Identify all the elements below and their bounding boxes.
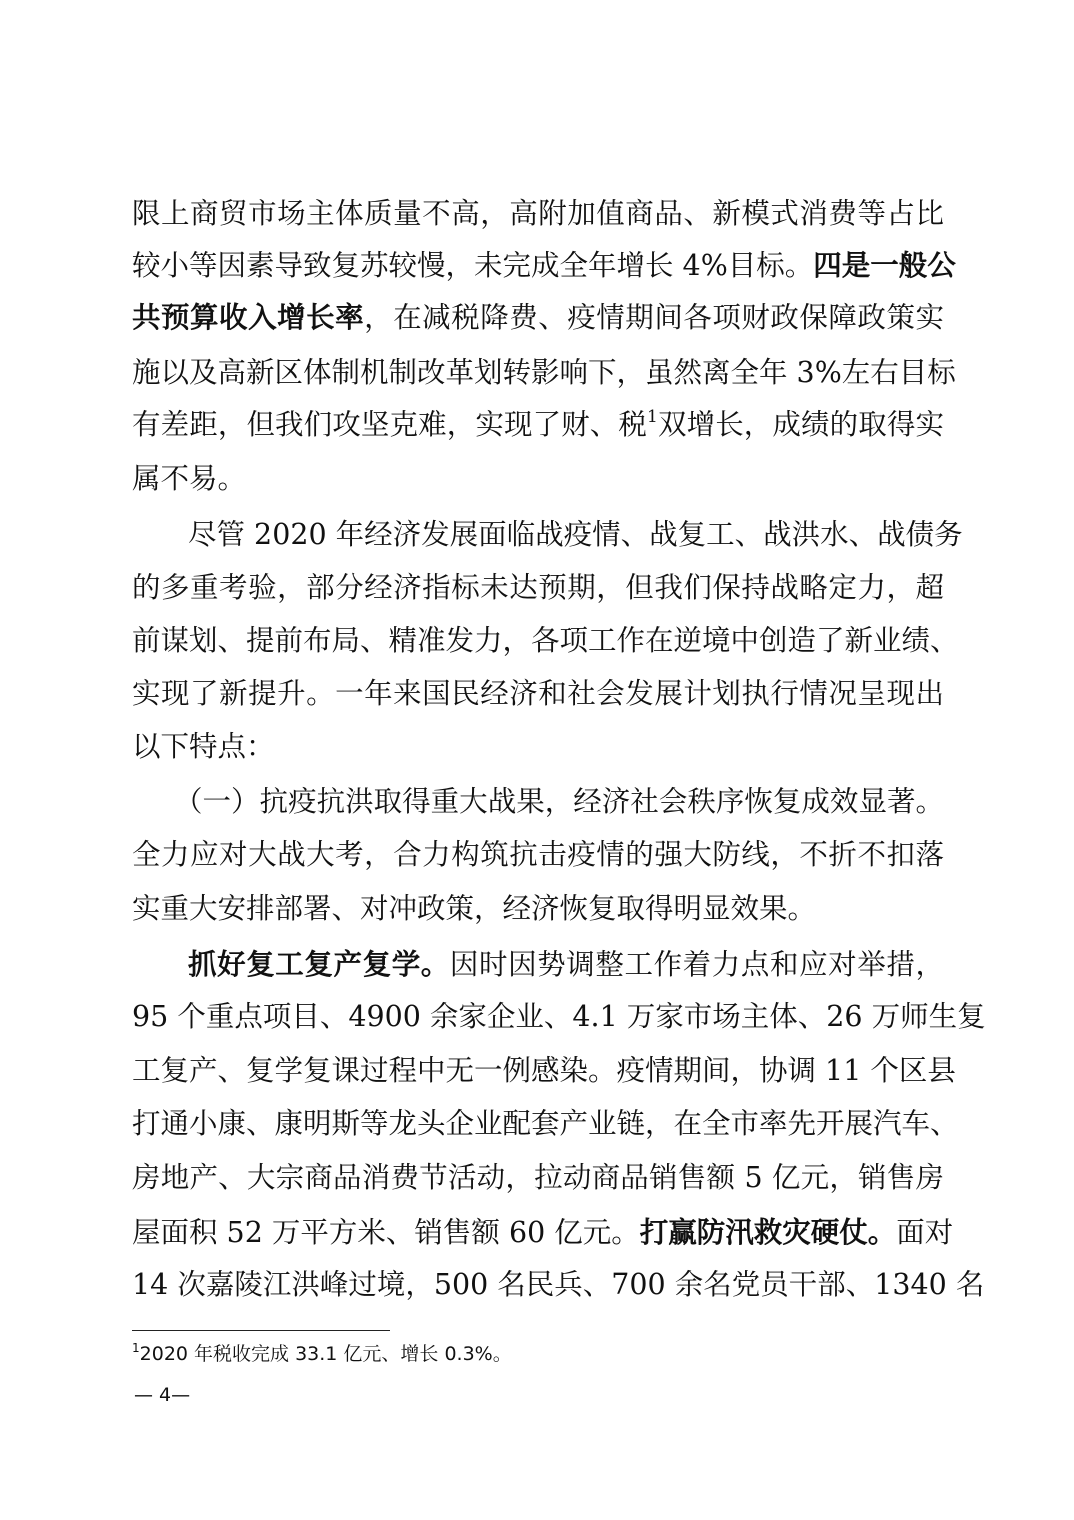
text-run: 施以及高新区体制机制改革划转影响下，虽然离全年 3%左右目标: [132, 356, 956, 389]
text-run: 属不易。: [132, 462, 247, 495]
text-run: 尽管 2020 年经济发展面临战疫情、战复工、战洪水、战债务: [188, 518, 963, 551]
page-number: — 4—: [134, 1384, 191, 1406]
body-line: [132, 353, 956, 393]
body-line: [132, 1158, 944, 1198]
text-run: 95 个重点项目、4900 余家企业、4.1 万家市场主体、26 万师生复: [132, 1000, 986, 1033]
text-run: 限上商贸市场主体质量不高，高附加值商品、新模式消费等占比: [132, 197, 944, 230]
body-line: [132, 405, 944, 445]
body-line: [132, 194, 944, 234]
text-run: 因时因势调整工作着力点和应对举措，: [449, 948, 944, 981]
text-run: 较小等因素导致复苏较慢，未完成全年增长 4%目标。: [132, 249, 814, 282]
body-line: [132, 1265, 985, 1305]
body-line: [132, 459, 944, 499]
body-line: [132, 297, 944, 337]
text-run: 打通小康、康明斯等龙头企业配套产业链，在全市率先开展汽车、: [132, 1107, 959, 1140]
text-run: 全力应对大战大考，合力构筑抗击疫情的强大防线，不折不扣落: [132, 838, 944, 871]
text-run: 屋面积 52 万平方米、销售额 60 亿元。: [132, 1216, 640, 1249]
text-run: 实现了新提升。一年来国民经济和社会发展计划执行情况呈现出: [132, 677, 944, 710]
body-line: [132, 674, 944, 714]
footnote-mark: 1: [132, 1341, 140, 1355]
text-run: 房地产、大宗商品消费节活动，拉动商品销售额 5 亿元，销售房: [132, 1161, 944, 1194]
body-line: [132, 997, 986, 1037]
bold-heading-run: 抓好复工复产复学。: [188, 947, 450, 981]
body-line: [132, 568, 944, 608]
section-heading-line: [174, 782, 944, 822]
text-run: 有差距，但我们攻坚克难，实现了财、税: [132, 408, 648, 441]
text-run: 面对: [896, 1216, 954, 1249]
body-line: [132, 727, 944, 767]
text-run: 的多重考验，部分经济指标未达预期，但我们保持战略定力，超: [132, 571, 944, 604]
body-line: [132, 835, 944, 875]
body-line: [132, 889, 944, 929]
text-run: 工复产、复学复课过程中无一例感染。疫情期间，协调 11 个区县: [132, 1054, 956, 1087]
text-run: 14 次嘉陵江洪峰过境，500 名民兵、700 余名党员干部、1340 名: [132, 1268, 985, 1301]
footnote: [132, 1339, 512, 1369]
footnote-reference[interactable]: 1: [647, 407, 658, 427]
body-line: [188, 944, 944, 984]
text-run: ，在减税降费、疫情期间各项财政保障政策实: [364, 301, 944, 334]
body-line: [132, 245, 956, 285]
body-line: [132, 1051, 956, 1091]
section-heading: （一）抗疫抗洪取得重大战果，经济社会秩序恢复成效显著。: [174, 785, 944, 818]
body-line: [188, 515, 963, 555]
text-run: 以下特点：: [132, 730, 275, 763]
text-run: 前谋划、提前布局、精准发力，各项工作在逆境中创造了新业绩、: [132, 624, 959, 657]
body-line: [132, 621, 959, 661]
bold-heading-run: 四是一般公: [813, 248, 956, 282]
text-run: 双增长，成绩的取得实: [657, 408, 944, 441]
text-run: 实重大安排部署、对冲政策，经济恢复取得明显效果。: [132, 892, 817, 925]
footnote-text: 2020 年税收完成 33.1 亿元、增长 0.3%。: [139, 1343, 512, 1365]
bold-heading-run: 打赢防汛救灾硬仗。: [639, 1215, 897, 1249]
bold-heading-run: 共预算收入增长率: [132, 300, 365, 334]
footnote-divider: [132, 1330, 390, 1331]
body-line: [132, 1104, 959, 1144]
body-line: [132, 1212, 954, 1252]
